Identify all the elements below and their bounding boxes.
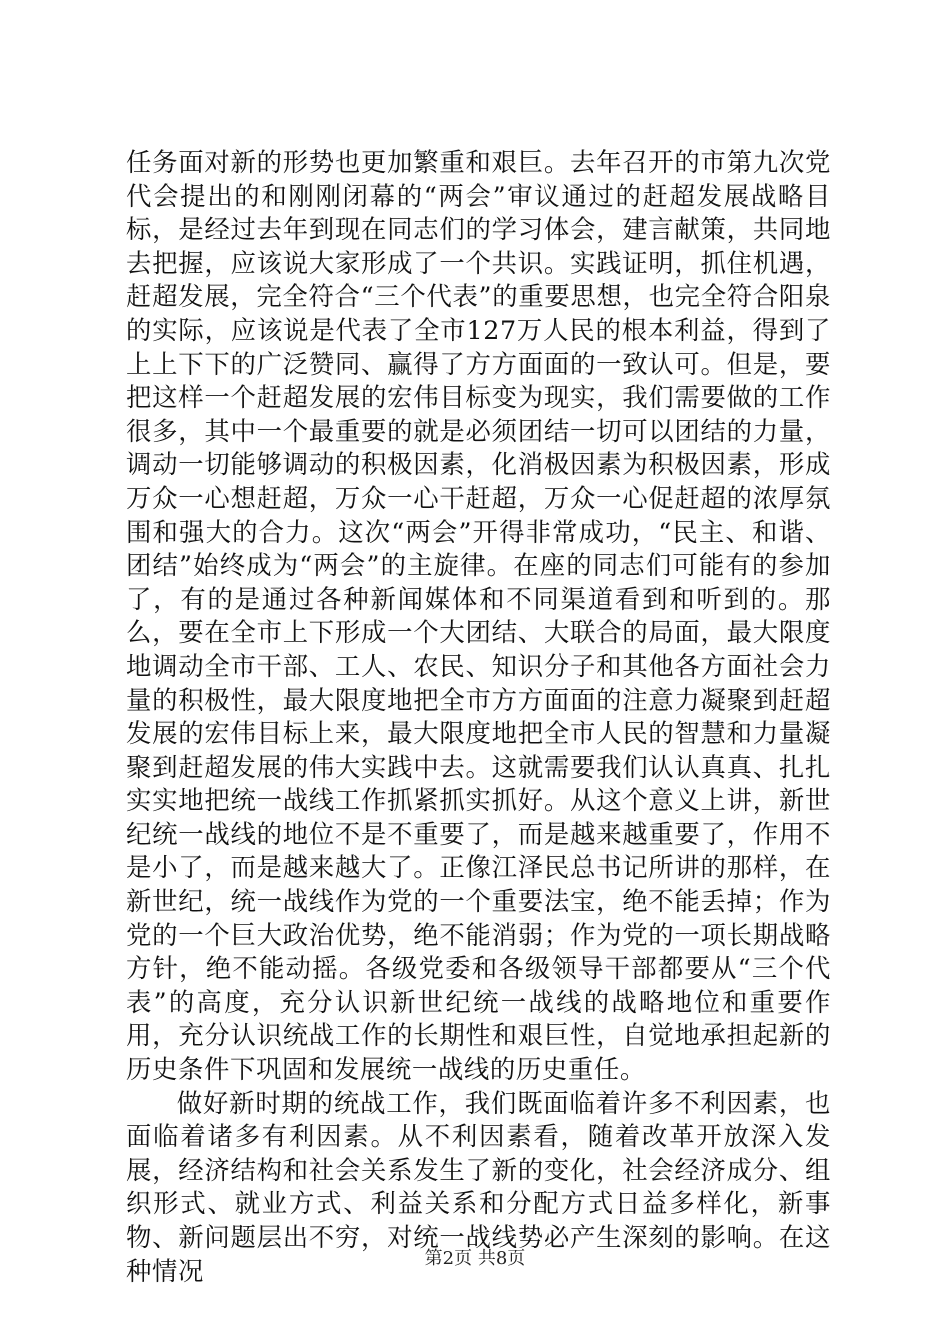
page-footer: [0, 1244, 950, 1270]
page-number-label: 第2页 共8页: [424, 1248, 526, 1269]
body-paragraph-1: 任务面对新的形势也更加繁重和艰巨。去年召开的市第九次党代会提出的和刚刚闭幕的“两会”审议通过的赶超发展战略目标，是经过去年到现在同志们的学习体会，建言献策，共同地去把握，应该说大家形成了一个共识。实践证明，抓住机遇，赶超发展，完全符合“三个代表”的重要思想，也完全符合阳泉的实际，应该说是代表了全市127万人民的根本利益，得到了上上下下的广泛赞同、赢得了方方面面的一致认可。但是，要把这样一个赶超发展的宏伟目标变为现实，我们需要做的工作很多，其中一个最重要的就是必须团结一切可以团结的力量，调动一切能够调动的积极因素，化消极因素为积极因素，形成万众一心想赶超，万众一心干赶超，万众一心促赶超的浓厚氛围和强大的合力。这次“两会”开得非常成功，“民主、和谐、团结”始终成为“两会”的主旋律。在座的同志们可能有的参加了，有的是通过各种新闻媒体和不同渠道看到和听到的。那么，要在全市上下形成一个大团结、大联合的局面，最大限度地调动全市干部、工人、农民、知识分子和其他各方面社会力量的积极性，最大限度地把全市方方面面的注意力凝聚到赶超发展的宏伟目标上来，最大限度地把全市人民的智慧和力量凝聚到赶超发展的伟大实践中去。这就需要我们认认真真、扎扎实实地把统一战线工作抓紧抓实抓好。从这个意义上讲，新世纪统一战线的地位不是不重要了，而是越来越重要了，作用不是小了，而是越来越大了。正像江泽民总书记所讲的那样，在新世纪，统一战线作为党的一个重要法宝，绝不能丢掉；作为党的一个巨大政治优势，绝不能消弱；作为党的一项长期战略方针，绝不能动摇。各级党委和各级领导干部都要从“三个代表”的高度，充分认识新世纪统一战线的战略地位和重要作用，充分认识统战工作的长期性和艰巨性，自觉地承担起新的历史条件下巩固和发展统一战线的历史重任。: [126, 147, 831, 1085]
document-body: [126, 146, 831, 1288]
body-paragraph-2: 做好新时期的统战工作，我们既面临着许多不利因素，也面临着诸多有利因素。从不利因素看，随着改革开放深入发展，经济结构和社会关系发生了新的变化，社会经济成分、组织形式、就业方式、利益关系和分配方式日益多样化，新事物、新问题层出不穷，对统一战线势必产生深刻的影响。在这种情况: [126, 1087, 831, 1286]
